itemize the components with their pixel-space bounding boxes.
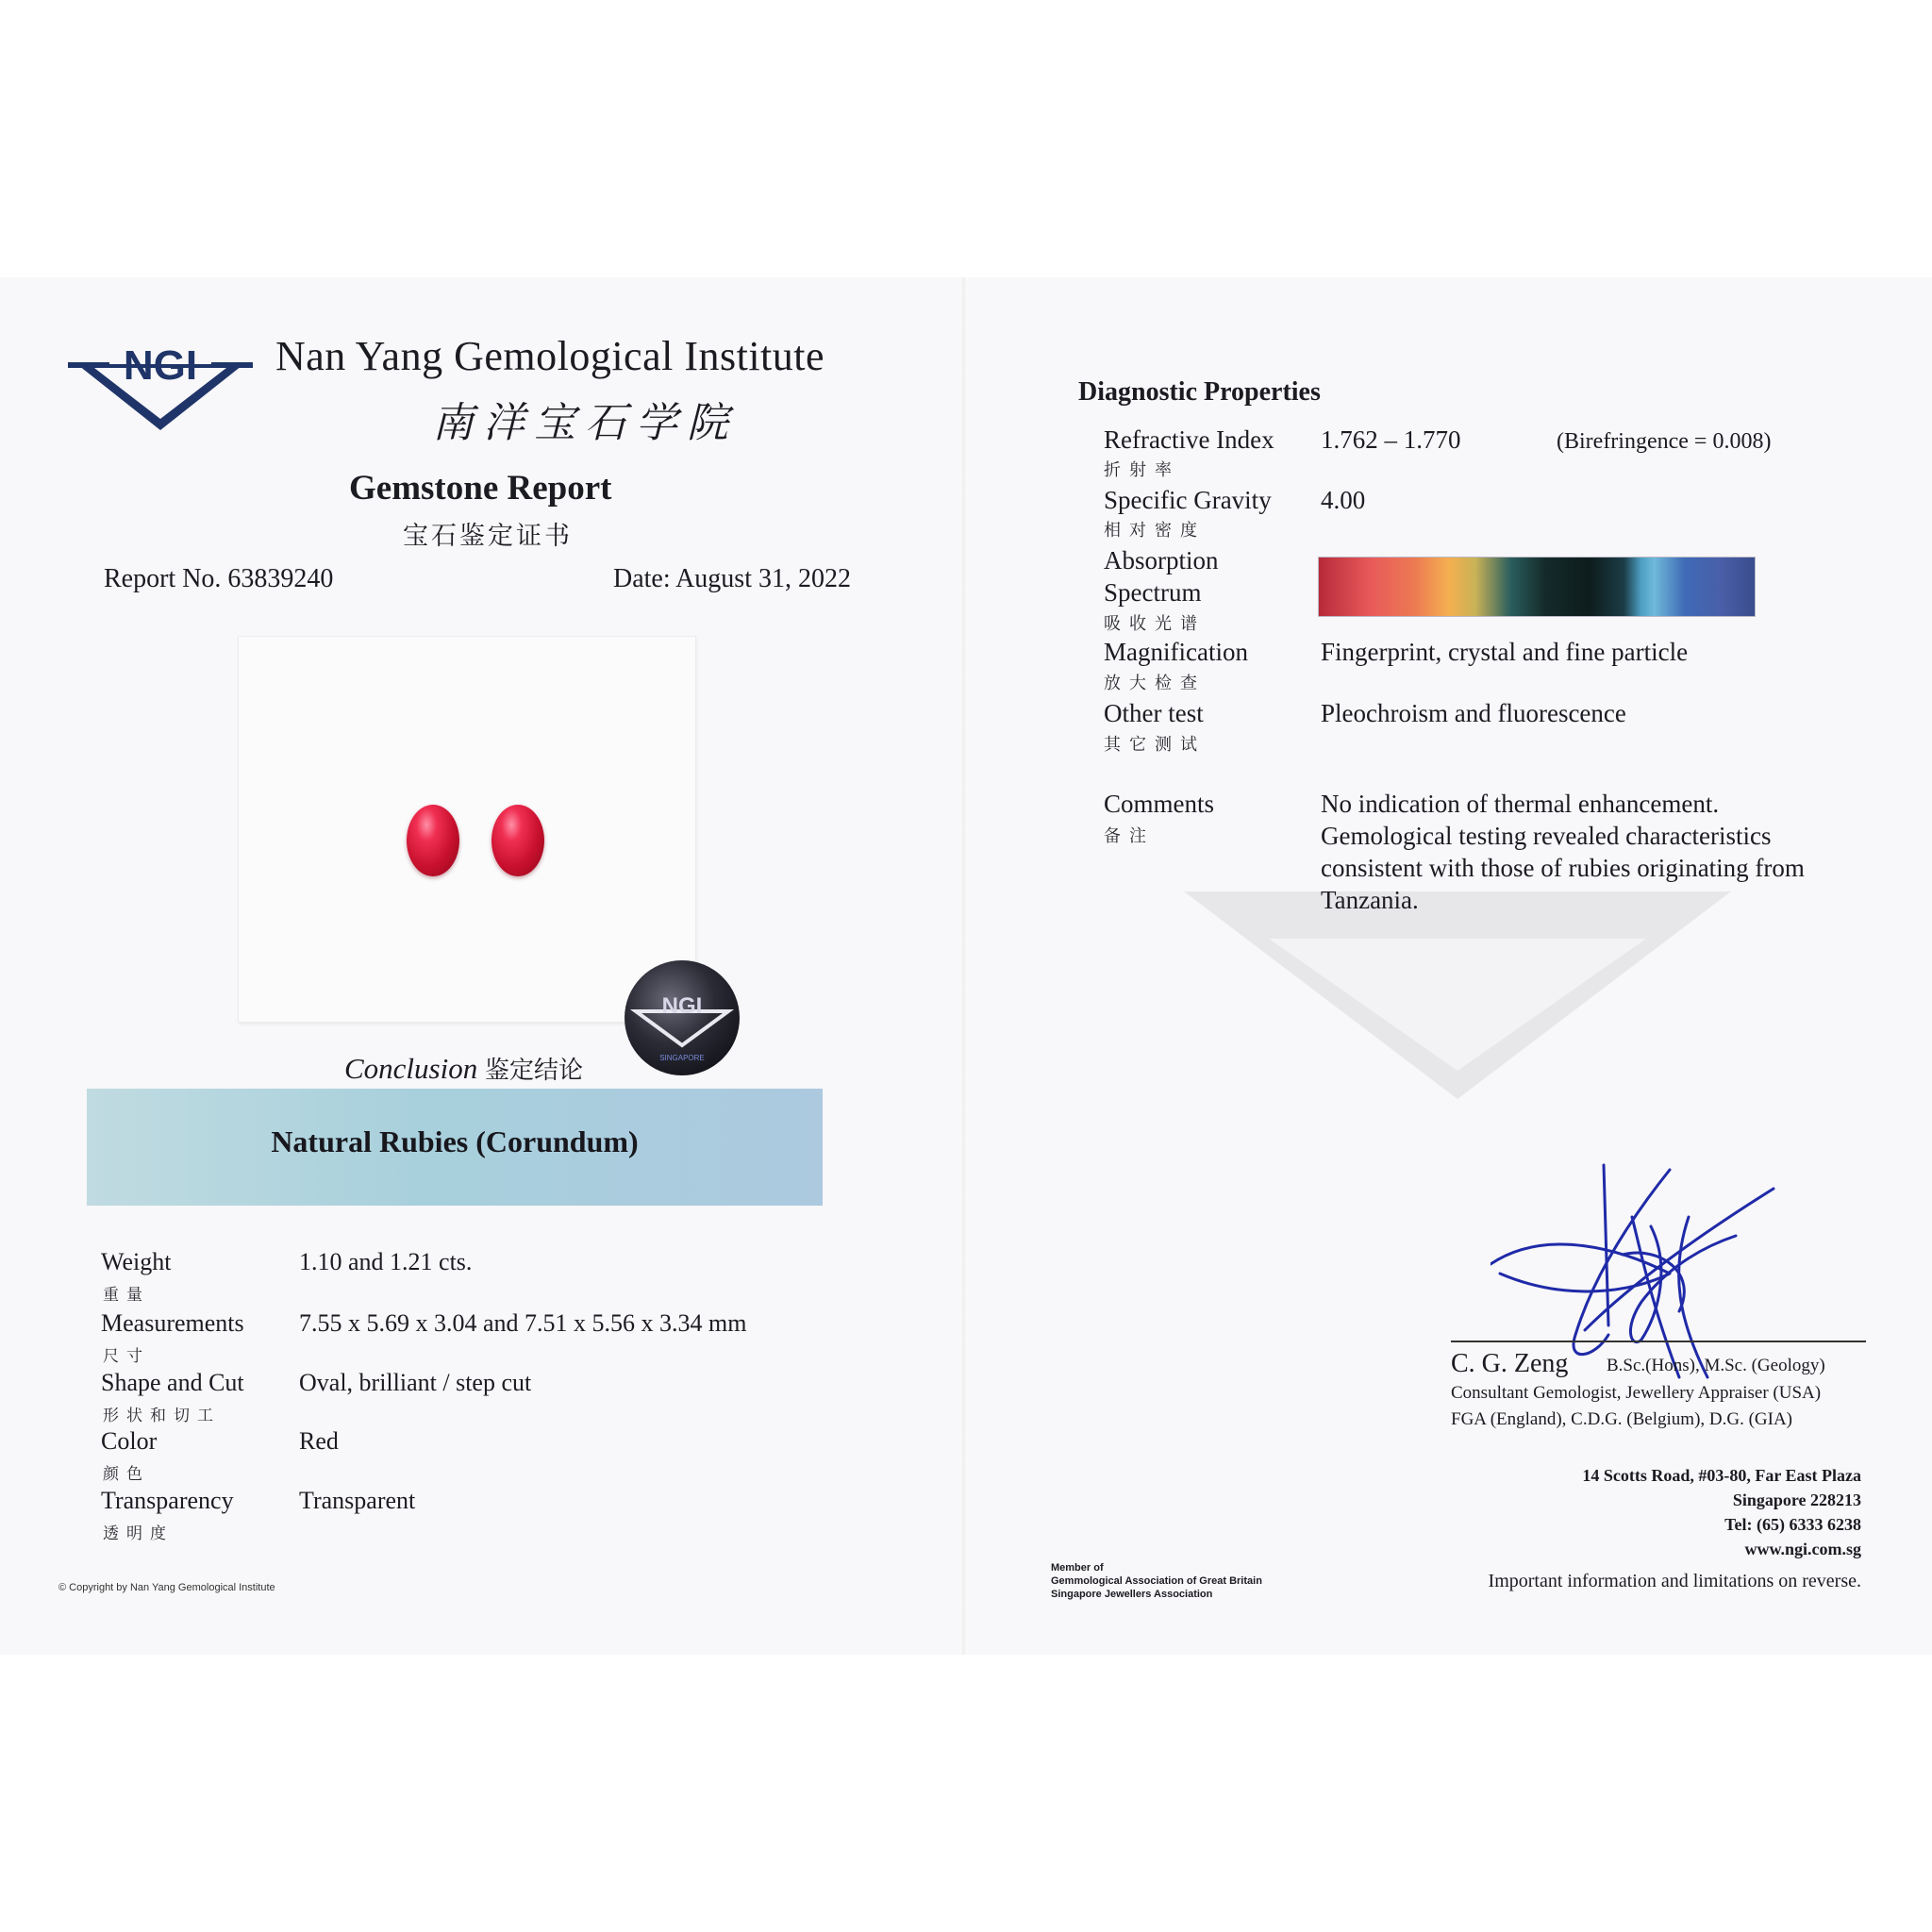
ngi-logo [66, 340, 255, 434]
conclusion-result: Natural Rubies (Corundum) [271, 1124, 639, 1158]
shape-cut-label: Shape and Cut [101, 1369, 244, 1396]
comments-label: Comments [1104, 790, 1215, 818]
magnification-label-zh: 放大检查 [1104, 674, 1206, 693]
other-test-value: Pleochroism and fluorescence [1321, 699, 1626, 727]
measurements-label: Measurements [101, 1309, 244, 1337]
weight-label: Weight [101, 1248, 172, 1275]
signatory-name: C. G. Zeng [1451, 1349, 1569, 1378]
comments-line-1: No indication of thermal enhancement. [1321, 790, 1720, 818]
magnification-label: Magnification [1104, 638, 1248, 666]
conclusion-banner [87, 1089, 823, 1206]
report-number: Report No. 63839240 [104, 564, 334, 593]
comments-label-zh: 备注 [1104, 826, 1155, 846]
conclusion-label: Conclusion [344, 1052, 478, 1085]
refractive-index-value: 1.762 – 1.770 [1321, 425, 1461, 454]
signature-rule [1451, 1341, 1866, 1342]
conclusion-heading [344, 1051, 583, 1086]
absorption-spectrum-label-zh: 吸收光谱 [1104, 614, 1206, 634]
refractive-index-label-zh: 折射率 [1104, 460, 1180, 480]
color-label: Color [101, 1427, 158, 1455]
other-test-label-zh: 其它测试 [1104, 735, 1206, 755]
institute-name: Nan Yang Gemological Institute [275, 333, 825, 379]
seal-label: NGI [661, 993, 703, 1019]
specific-gravity-label-zh: 相对密度 [1104, 521, 1206, 541]
address-street: 14 Scotts Road, #03-80, Far East Plaza [1582, 1466, 1861, 1485]
membership-gagb: Gemmological Association of Great Britain [1051, 1575, 1262, 1587]
logo-text: NGI [123, 342, 198, 389]
refractive-index-label: Refractive Index [1104, 425, 1274, 454]
signatory-title: Consultant Gemologist, Jewellery Appraiser (USA) [1451, 1383, 1822, 1403]
weight-value: 1.10 and 1.21 cts. [299, 1248, 473, 1275]
ruby-left [407, 805, 459, 876]
report-title-zh: 宝石鉴定证书 [403, 522, 573, 551]
transparency-label-zh: 透明度 [103, 1524, 174, 1543]
ngi-watermark [1184, 873, 1731, 1099]
shape-cut-label-zh: 形状和切工 [103, 1407, 221, 1425]
comments-line-4: Tanzania. [1321, 886, 1419, 914]
specific-gravity-value: 4.00 [1321, 486, 1366, 514]
membership-heading: Member of [1051, 1562, 1104, 1574]
signatory-degrees: B.Sc.(Hons), M.Sc. (Geology) [1607, 1356, 1825, 1375]
comments-line-2: Gemological testing revealed characteristics [1321, 822, 1772, 850]
seal-sublabel: SINGAPORE [659, 1054, 705, 1062]
signatory-qualifications: FGA (England), C.D.G. (Belgium), D.G. (GIA) [1451, 1409, 1793, 1429]
page-fold [962, 277, 968, 1655]
weight-label-zh: 重量 [103, 1286, 150, 1305]
conclusion-label-zh: 鉴定结论 [484, 1057, 583, 1085]
membership-sja: Singapore Jewellers Association [1051, 1589, 1213, 1600]
diagnostic-title: Diagnostic Properties [1078, 377, 1321, 407]
absorption-spectrum-image [1318, 557, 1756, 617]
color-value: Red [299, 1427, 339, 1455]
comments-line-3: consistent with those of rubies originating from [1321, 854, 1805, 882]
institute-name-zh: 南洋宝石学院 [432, 399, 738, 447]
other-test-label: Other test [1104, 699, 1204, 727]
absorption-label: Absorption [1104, 546, 1219, 575]
transparency-label: Transparency [101, 1487, 234, 1514]
spectrum-label: Spectrum [1104, 578, 1202, 607]
color-label-zh: 颜色 [103, 1465, 150, 1484]
address-website[interactable]: www.ngi.com.sg [1744, 1540, 1861, 1558]
measurements-value: 7.55 x 5.69 x 3.04 and 7.51 x 5.56 x 3.34 mm [299, 1309, 747, 1337]
report-title: Gemstone Report [349, 469, 612, 508]
transparency-value: Transparent [299, 1487, 416, 1514]
address-phone: Tel: (65) 6333 6238 [1724, 1515, 1861, 1534]
shape-cut-value: Oval, brilliant / step cut [299, 1369, 532, 1396]
hologram-seal [623, 958, 741, 1077]
ruby-right [491, 805, 544, 876]
copyright-notice: © Copyright by Nan Yang Gemological Institute [58, 1582, 275, 1593]
address-city: Singapore 228213 [1732, 1491, 1861, 1509]
magnification-value: Fingerprint, crystal and fine particle [1321, 638, 1689, 666]
report-date: Date: August 31, 2022 [613, 564, 851, 593]
important-notice: Important information and limitations on reverse. [1488, 1571, 1861, 1591]
measurements-label-zh: 尺寸 [103, 1347, 150, 1366]
birefringence-note: (Birefringence = 0.008) [1557, 429, 1772, 454]
specific-gravity-label: Specific Gravity [1104, 486, 1272, 514]
